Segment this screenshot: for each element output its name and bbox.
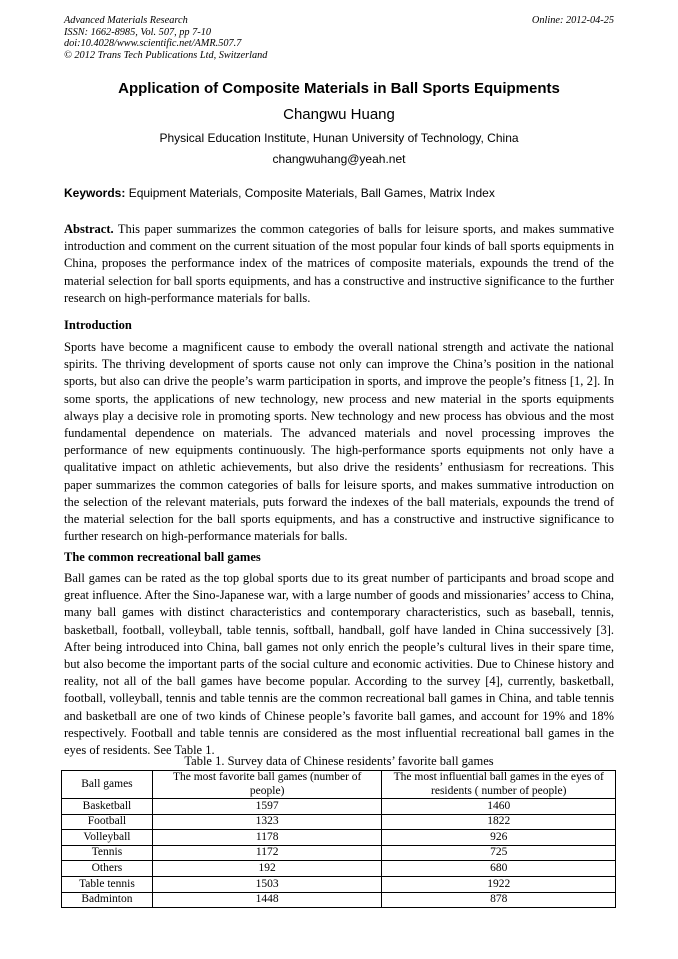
table-cell: 1922: [382, 876, 616, 892]
journal-header: [64, 15, 267, 61]
table-cell: 1597: [152, 799, 382, 815]
abstract-text: This paper summarizes the common categories of balls for leisure sports, and makes summative introduction and comment on the current situation of the most popular four kinds of ball sports equipments in China, proposes the performance index of the matrices of composite materials, expounds the trend of the material selection for ball sports equipments, and has a constructive and instructive significance to the further research on high-performance materials for balls.: [64, 222, 614, 305]
table-caption: Table 1. Survey data of Chinese residents’ favorite ball games: [184, 754, 494, 768]
table-cell: Tennis: [62, 845, 153, 861]
table-cell: 725: [382, 845, 616, 861]
paper-title: Application of Composite Materials in Ball Sports Equipments: [118, 80, 560, 97]
table-header-row: [62, 771, 616, 799]
table-cell: Volleyball: [62, 830, 153, 846]
abstract-label: Abstract.: [64, 222, 114, 236]
journal-doi: doi:10.4028/www.scientific.net/AMR.507.7: [64, 38, 242, 49]
author-email: changwuhang@yeah.net: [272, 152, 406, 166]
table-row: [62, 876, 616, 892]
paper-author: Changwu Huang: [283, 106, 395, 123]
table-header-cell: The most favorite ball games (number of people): [152, 771, 382, 799]
table-cell: Football: [62, 814, 153, 830]
table-cell: Badminton: [62, 892, 153, 908]
table-cell: Basketball: [62, 799, 153, 815]
table-cell: 1460: [382, 799, 616, 815]
introduction-heading: Introduction: [64, 318, 132, 332]
table-cell: 1172: [152, 845, 382, 861]
keywords: [64, 186, 616, 200]
section-text-recreational-ball-games: Ball games can be rated as the top global sports due to its great number of participants and broad scope and great influence. After the Sino-Japanese war, with a large number of goods and missionaries’ access to China, many ball games with distinct characteristics and contemporary characteristics, such as baseball, tennis, basketball, football, volleyball, table tennis, softball, handball, golf have landed in China successively [3]. After being introduced into China, ball games not only enrich the people’s cultural lives in their spare time, but also become the important parts of the social culture and economic activities. Due to Chinese history and reality, not all of the ball games have become popular. According to the survey [4], currently, basketball, football, volleyball, tennis and table tennis are the common recreational ball games in China, and table tennis and basketball are one of two kinds of Chinese people’s favorite ball games, and account for 19% and 18% respectively. Football and table tennis are considered as the most influential recreational ball games in the eyes of residents. See Table 1.: [64, 571, 614, 758]
table-cell: 878: [382, 892, 616, 908]
table-cell: Others: [62, 861, 153, 877]
table-cell: 1448: [152, 892, 382, 908]
table-cell: 1323: [152, 814, 382, 830]
table-cell: 926: [382, 830, 616, 846]
table-row: [62, 861, 616, 877]
table-row: [62, 814, 616, 830]
survey-table: [61, 770, 616, 908]
journal-issn: ISSN: 1662-8985, Vol. 507, pp 7-10: [64, 26, 212, 38]
table-cell: 1178: [152, 830, 382, 846]
abstract: [64, 221, 614, 307]
journal-copyright: © 2012 Trans Tech Publications Ltd, Switzerland: [64, 49, 268, 61]
table-cell: 680: [382, 861, 616, 877]
keywords-label: Keywords:: [64, 186, 126, 200]
introduction-text: Sports have become a magnificent cause to embody the overall national strength and activate the national spirits. The thriving development of sports cause not only can improve the China’s position in the national sports, but also can drive the people’s warm participation in sports, and improve the people’s fitness [1, 2]. In some sports, the applications of new technology, new process and new material in the sports equipments always play a decisive role in promoting sports. New technology and new process has obvious and the most fundamental dependence on materials. The advanced materials and novel processing improves the performance of new equipments continuously. The high-performance sports equipments not only have a qualitative impact on athletic achievements, but also drive the residents’ enthusiasm for recreations. This paper summarizes the common categories of balls for leisure sports, and makes summative introduction on the selection of the relevant materials, puts forward the indexes of the ball materials, expounds the trend of the material selection for the ball sports equipments, and has a constructive and instructive significance to further research on high-performance materials for balls.: [64, 340, 614, 544]
author-affiliation: Physical Education Institute, Hunan University of Technology, China: [159, 131, 519, 145]
keywords-text: Equipment Materials, Composite Materials, Ball Games, Matrix Index: [128, 186, 495, 200]
table-cell: 1822: [382, 814, 616, 830]
online-date: Online: 2012-04-25: [531, 15, 614, 26]
table-row: [62, 892, 616, 908]
table-row: [62, 799, 616, 815]
section-heading-recreational-ball-games: The common recreational ball games: [64, 550, 261, 564]
table-header-cell: The most influential ball games in the eyes of residents ( number of people): [382, 771, 616, 799]
table-row: [62, 830, 616, 846]
table-cell: 192: [152, 861, 382, 877]
table-row: [62, 845, 616, 861]
journal-name: Advanced Materials Research: [64, 15, 188, 26]
table-header-cell: Ball games: [62, 771, 153, 799]
table-cell: 1503: [152, 876, 382, 892]
table-cell: Table tennis: [62, 876, 153, 892]
